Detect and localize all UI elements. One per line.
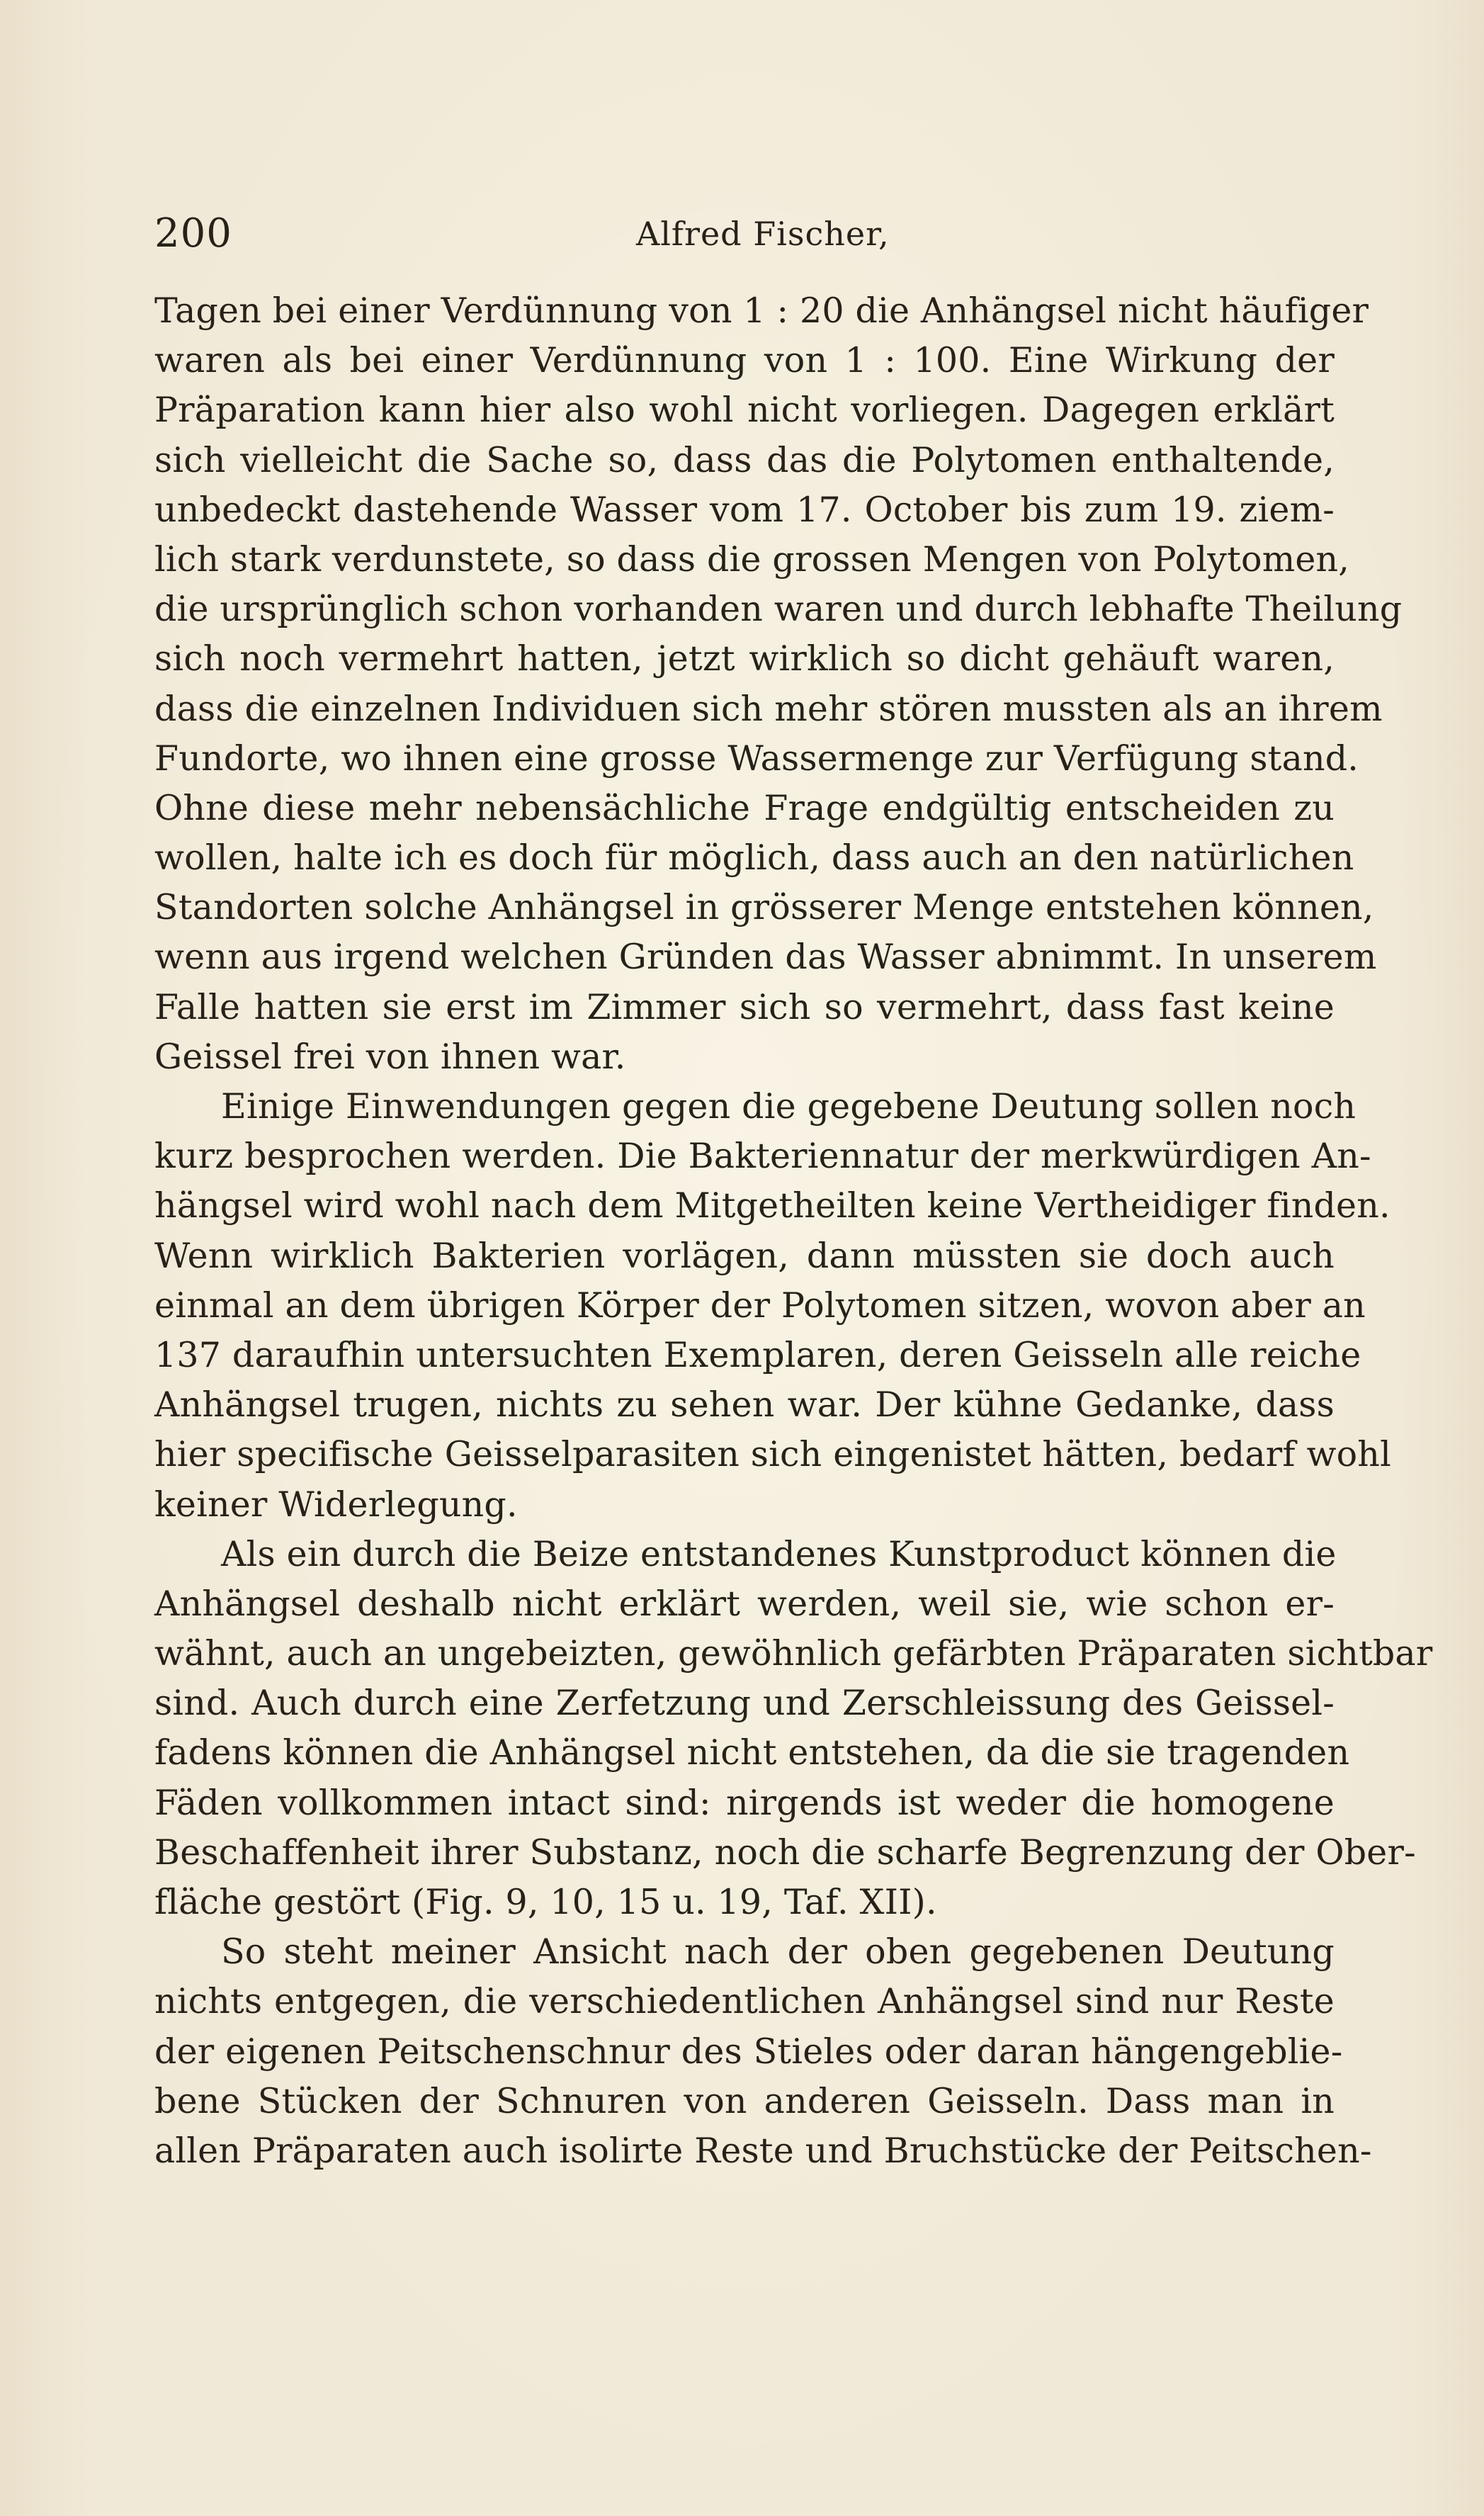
text-line: Fundorte, wo ihnen eine grosse Wassermenge zur Verfügung stand. — [154, 738, 1359, 779]
text-line: hier specifische Geisselparasiten sich eingenistet hätten, bedarf wohl — [154, 1434, 1391, 1475]
text-line: waren als bei einer Verdünnung von 1 : 100. Eine Wirkung der — [154, 340, 1335, 381]
text-line: unbedeckt dastehende Wasser vom 17. October bis zum 19. ziem- — [154, 489, 1335, 530]
text-line: Standorten solche Anhängsel in grösserer Menge entstehen können, — [154, 887, 1374, 928]
text-line: allen Präparaten auch isolirte Reste und Bruchstücke der Peitschen- — [154, 2130, 1372, 2171]
text-line: So steht meiner Ansicht nach der oben gegebenen Deutung — [221, 1931, 1335, 1973]
text-line: Beschaffenheit ihrer Substanz, noch die scharfe Begrenzung der Ober- — [154, 1832, 1416, 1873]
text-line: 137 daraufhin untersuchten Exemplaren, deren Geisseln alle reiche — [154, 1334, 1361, 1375]
text-line: Einige Einwendungen gegen die gegebene Deutung sollen noch — [221, 1086, 1356, 1127]
text-line: bene Stücken der Schnuren von anderen Geisseln. Dass man in — [154, 2080, 1335, 2121]
text-line: wenn aus irgend welchen Gründen das Wasser abnimmt. In unserem — [154, 937, 1377, 978]
text-line: fläche gestört (Fig. 9, 10, 15 u. 19, Taf. XII). — [154, 1882, 937, 1922]
text-line: wähnt, auch an ungebeizten, gewöhnlich gefärbten Präparaten sichtbar — [154, 1633, 1433, 1674]
page-number: 200 — [154, 210, 232, 256]
text-line: Wenn wirklich Bakterien vorlägen, dann müssten sie doch auch — [154, 1235, 1335, 1276]
text-line: Fäden vollkommen intact sind: nirgends ist weder die homogene — [154, 1782, 1335, 1823]
body-text — [154, 286, 1433, 2176]
text-line: sich noch vermehrt hatten, jetzt wirklich so dicht gehäuft waren, — [154, 638, 1335, 679]
text-line: kurz besprochen werden. Die Bakteriennatur der merkwürdigen An- — [154, 1136, 1371, 1177]
text-line: Ohne diese mehr nebensächliche Frage endgültig entscheiden zu — [154, 787, 1335, 828]
text-line: keiner Widerlegung. — [154, 1484, 518, 1525]
text-line: dass die einzelnen Individuen sich mehr stören mussten als an ihrem — [154, 688, 1383, 729]
text-line: nichts entgegen, die verschiedentlichen Anhängsel sind nur Reste — [154, 1981, 1335, 2022]
text-line: Präparation kann hier also wohl nicht vorliegen. Dagegen erklärt — [154, 390, 1335, 431]
text-line: Als ein durch die Beize entstandenes Kunstproduct können die — [221, 1533, 1337, 1574]
text-line: Anhängsel deshalb nicht erklärt werden, weil sie, wie schon er- — [154, 1583, 1335, 1624]
running-head: Alfred Fischer, — [636, 215, 890, 253]
page-header — [154, 205, 1337, 262]
text-line: Tagen bei einer Verdünnung von 1 : 20 die Anhängsel nicht häufiger — [154, 290, 1369, 331]
text-line: einmal an dem übrigen Körper der Polytomen sitzen, wovon aber an — [154, 1285, 1366, 1326]
text-line: der eigenen Peitschenschnur des Stieles oder daran hängengeblie- — [154, 2031, 1343, 2072]
text-line: Falle hatten sie erst im Zimmer sich so vermehrt, dass fast keine — [154, 986, 1335, 1027]
text-line: die ursprünglich schon vorhanden waren und durch lebhafte Theilung — [154, 589, 1403, 630]
text-line: Geissel frei von ihnen war. — [154, 1036, 626, 1077]
text-line: Anhängsel trugen, nichts zu sehen war. Der kühne Gedanke, dass — [154, 1384, 1335, 1426]
text-line: hängsel wird wohl nach dem Mitgetheilten keine Vertheidiger finden. — [154, 1185, 1390, 1226]
text-line: fadens können die Anhängsel nicht entstehen, da die sie tragenden — [154, 1732, 1350, 1773]
text-line: sind. Auch durch eine Zerfetzung und Zerschleissung des Geissel- — [154, 1683, 1335, 1724]
text-line: lich stark verdunstete, so dass die grossen Mengen von Polytomen, — [154, 538, 1350, 580]
text-line: wollen, halte ich es doch für möglich, dass auch an den natürlichen — [154, 837, 1354, 879]
text-line: sich vielleicht die Sache so, dass das die Polytomen enthaltende, — [154, 439, 1335, 480]
